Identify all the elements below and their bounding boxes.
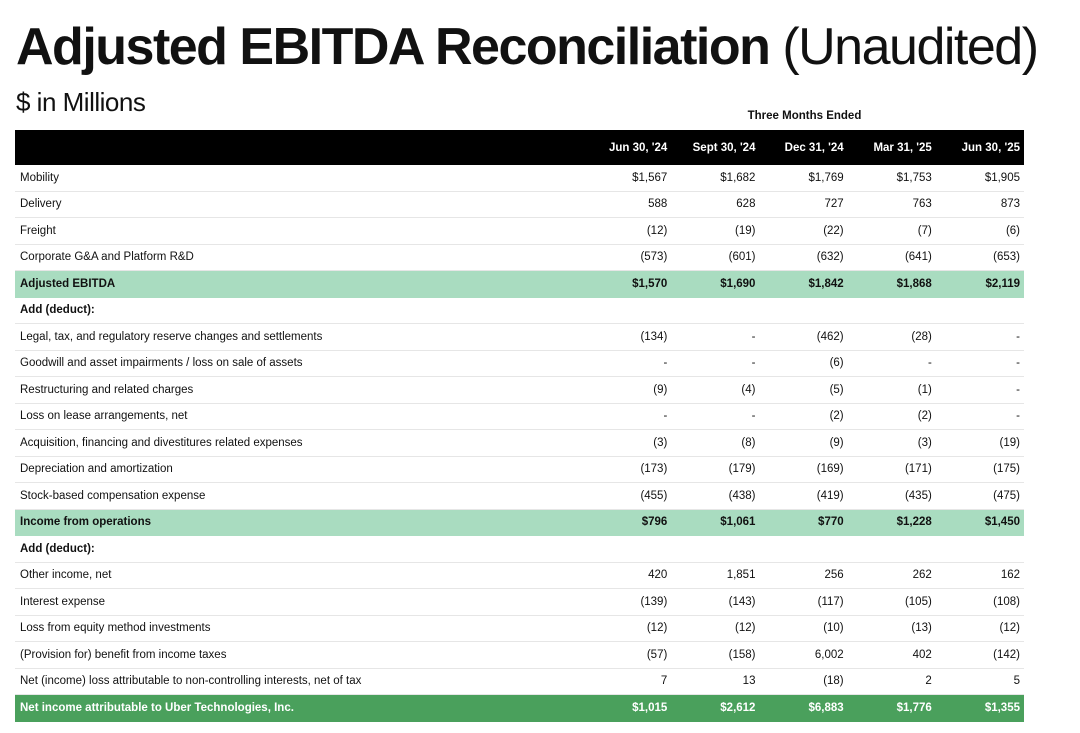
row-value: (175) [936,456,1024,483]
table-row [15,271,1024,298]
row-label: Adjusted EBITDA [15,271,583,298]
row-value: 402 [848,642,936,669]
row-value: (7) [848,218,936,245]
title-main: Adjusted EBITDA Reconciliation [16,18,770,76]
row-label: Restructuring and related charges [15,377,583,404]
row-value: - [936,377,1024,404]
period-header: Three Months Ended [747,110,862,122]
row-value: (573) [583,244,671,271]
row-value: - [936,350,1024,377]
row-value: 2 [848,668,936,695]
row-value: 628 [671,191,759,218]
row-value: 262 [848,562,936,589]
row-value: 162 [936,562,1024,589]
row-value [671,536,759,563]
row-value: (455) [583,483,671,510]
row-value: (171) [848,456,936,483]
row-value: (12) [583,218,671,245]
row-label: Add (deduct): [15,536,583,563]
row-value: $1,015 [583,695,671,722]
table-row [15,324,1024,351]
row-label: Delivery [15,191,583,218]
row-value: 727 [759,191,847,218]
row-value: - [583,350,671,377]
row-value: (28) [848,324,936,351]
column-header: Jun 30, '24 [583,130,671,165]
row-value: (462) [759,324,847,351]
row-value: (143) [671,589,759,616]
row-value [583,297,671,324]
row-value: $2,612 [671,695,759,722]
table-row [15,536,1024,563]
row-value: (108) [936,589,1024,616]
table-row [15,456,1024,483]
row-value: (105) [848,589,936,616]
row-value: $1,450 [936,509,1024,536]
row-label: Add (deduct): [15,297,583,324]
row-value: (22) [759,218,847,245]
row-value: (2) [848,403,936,430]
row-label: Net income attributable to Uber Technologies, Inc. [15,695,583,722]
row-value: (475) [936,483,1024,510]
table-row [15,430,1024,457]
row-label: Stock-based compensation expense [15,483,583,510]
row-value: (419) [759,483,847,510]
table-row [15,589,1024,616]
row-value: 13 [671,668,759,695]
row-label: (Provision for) benefit from income taxes [15,642,583,669]
row-value: (12) [936,615,1024,642]
table-row [15,165,1024,191]
row-value: $1,842 [759,271,847,298]
row-value: 763 [848,191,936,218]
row-value: (18) [759,668,847,695]
row-value: $1,753 [848,165,936,191]
row-value: (3) [848,430,936,457]
row-value: 6,002 [759,642,847,669]
row-value [759,536,847,563]
row-value [848,297,936,324]
row-value: $1,228 [848,509,936,536]
row-label: Other income, net [15,562,583,589]
table-row [15,244,1024,271]
row-value: (169) [759,456,847,483]
row-value [671,297,759,324]
row-value: - [936,403,1024,430]
row-value [583,536,671,563]
row-label: Loss on lease arrangements, net [15,403,583,430]
row-value [936,297,1024,324]
row-value: (10) [759,615,847,642]
row-value: $1,570 [583,271,671,298]
row-value: (4) [671,377,759,404]
row-label: Freight [15,218,583,245]
title-suffix: (Unaudited) [782,18,1038,76]
units-subtitle: $ in Millions [16,87,146,117]
row-value: $770 [759,509,847,536]
row-value: (12) [583,615,671,642]
row-label: Interest expense [15,589,583,616]
table-row [15,695,1024,722]
row-value: (19) [936,430,1024,457]
row-value: - [671,324,759,351]
table-row [15,218,1024,245]
row-value: (117) [759,589,847,616]
table-row [15,668,1024,695]
table-row [15,615,1024,642]
row-value: (9) [583,377,671,404]
row-value: (1) [848,377,936,404]
row-label: Mobility [15,165,583,191]
row-value: 420 [583,562,671,589]
column-header-blank [15,130,583,165]
row-value [759,297,847,324]
table-row [15,562,1024,589]
row-label: Acquisition, financing and divestitures related expenses [15,430,583,457]
row-value: $1,868 [848,271,936,298]
column-header-row [15,130,1024,165]
row-value [848,536,936,563]
table-row [15,191,1024,218]
column-header: Mar 31, '25 [848,130,936,165]
row-value: 588 [583,191,671,218]
row-value: - [936,324,1024,351]
row-label: Corporate G&A and Platform R&D [15,244,583,271]
row-value: (142) [936,642,1024,669]
row-value: (438) [671,483,759,510]
row-label: Goodwill and asset impairments / loss on sale of assets [15,350,583,377]
table-row [15,377,1024,404]
row-value: (435) [848,483,936,510]
row-value: (641) [848,244,936,271]
row-value: (653) [936,244,1024,271]
row-value: 1,851 [671,562,759,589]
table-row [15,403,1024,430]
row-value: (179) [671,456,759,483]
row-value: $6,883 [759,695,847,722]
row-value: (632) [759,244,847,271]
row-value: 7 [583,668,671,695]
row-value: $796 [583,509,671,536]
row-value: (9) [759,430,847,457]
reconciliation-table [15,130,1024,722]
row-value: - [671,403,759,430]
row-value: $1,690 [671,271,759,298]
row-label: Legal, tax, and regulatory reserve changes and settlements [15,324,583,351]
table-body [15,165,1024,721]
row-value: (2) [759,403,847,430]
row-value: (158) [671,642,759,669]
row-value: $2,119 [936,271,1024,298]
row-value: (57) [583,642,671,669]
row-value: (19) [671,218,759,245]
column-header: Dec 31, '24 [759,130,847,165]
table-row [15,297,1024,324]
row-label: Depreciation and amortization [15,456,583,483]
row-label: Income from operations [15,509,583,536]
row-value: 256 [759,562,847,589]
row-value: (12) [671,615,759,642]
row-value: (601) [671,244,759,271]
column-header: Jun 30, '25 [936,130,1024,165]
row-value: (13) [848,615,936,642]
row-value: (173) [583,456,671,483]
row-value: $1,769 [759,165,847,191]
row-value [936,536,1024,563]
row-value: - [848,350,936,377]
table-row [15,350,1024,377]
row-label: Net (income) loss attributable to non-controlling interests, net of tax [15,668,583,695]
table-row [15,509,1024,536]
page-title [16,14,1038,80]
column-header: Sept 30, '24 [671,130,759,165]
row-value: $1,905 [936,165,1024,191]
row-value: - [583,403,671,430]
row-value: $1,355 [936,695,1024,722]
row-value: (139) [583,589,671,616]
row-value: (3) [583,430,671,457]
row-value: $1,567 [583,165,671,191]
row-label: Loss from equity method investments [15,615,583,642]
row-value: (5) [759,377,847,404]
table-row [15,483,1024,510]
row-value: 5 [936,668,1024,695]
row-value: (6) [936,218,1024,245]
row-value: $1,682 [671,165,759,191]
row-value: $1,061 [671,509,759,536]
row-value: (6) [759,350,847,377]
table-row [15,642,1024,669]
row-value: - [671,350,759,377]
row-value: (8) [671,430,759,457]
row-value: (134) [583,324,671,351]
row-value: $1,776 [848,695,936,722]
row-value: 873 [936,191,1024,218]
